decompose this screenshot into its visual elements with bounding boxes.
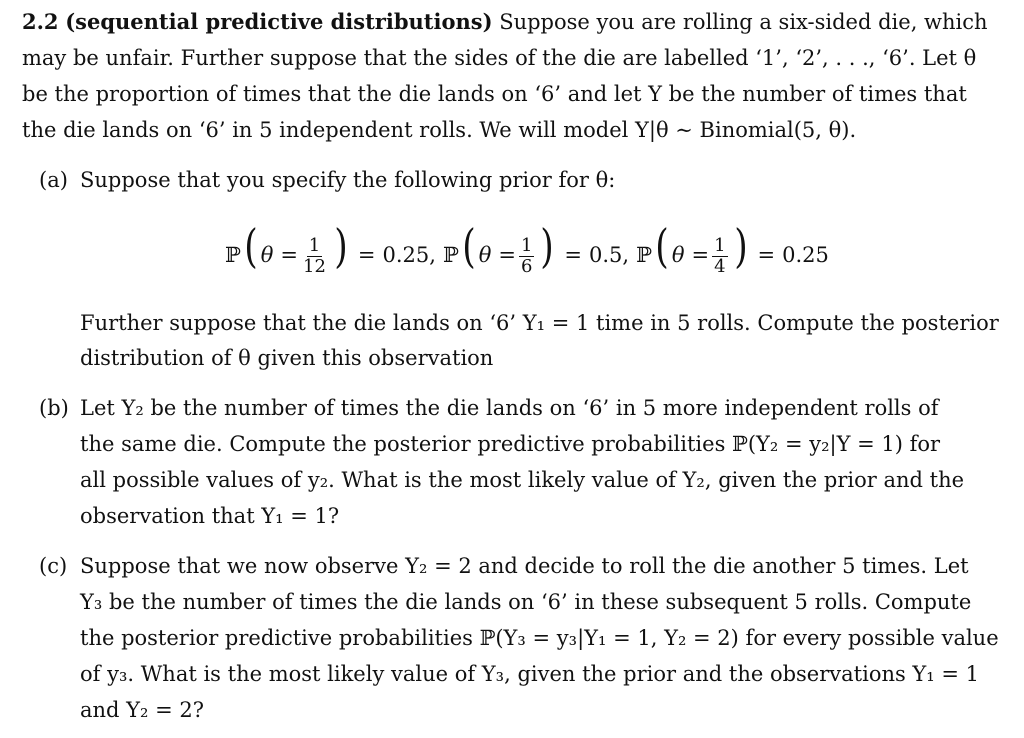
prior-prob-1: 0.25 <box>382 243 430 267</box>
prior-fraction-2: $\frac{1}{6}$ <box>520 235 533 277</box>
problem-intro-line-4: the die lands on ‘6’ in 5 independent rolls. We will model Y|θ ∼ Binomial(5, θ). <box>22 118 857 142</box>
part-a-line-1: Suppose that you specify the following prior for θ: <box>80 168 616 192</box>
part-b-line-3: all possible values of y₂. What is the most likely value of Y₂, given the prior and the <box>80 468 965 492</box>
part-b-marker: (b) <box>39 396 69 420</box>
problem-intro-line-3: be the proportion of times that the die lands on ‘6’ and let Y be the number of times that <box>22 82 967 106</box>
part-a-marker: (a) <box>39 168 68 192</box>
prior-term-2: ℙ( θ = $\frac{1}{6}$ ) = 0.5, <box>442 219 630 277</box>
problem-number: 2.2 <box>22 9 59 34</box>
part-c-line-3: the posterior predictive probabilities ℙ(Y₃ = y₃|Y₁ = 1, Y₂ = 2) for every possible value <box>80 626 999 650</box>
prior-fraction-1: $\frac{1}{12}$ <box>303 235 326 277</box>
prior-term-3: ℙ( θ = $\frac{1}{4}$ ) = 0.25 <box>636 219 829 277</box>
intro-text-1: Suppose you are rolling a six-sided die, which <box>499 10 988 34</box>
problem-intro-line-1 <box>22 4 988 40</box>
part-c-marker: (c) <box>39 554 68 578</box>
prior-prob-3: 0.25 <box>782 243 829 267</box>
prior-term-1: ℙ( θ = $\frac{1}{12}$ ) = 0.25, <box>225 219 436 277</box>
part-a-line-2: Further suppose that the die lands on ‘6’ Y₁ = 1 time in 5 rolls. Compute the posterior <box>80 311 999 335</box>
part-c-line-5: and Y₂ = 2? <box>80 698 205 722</box>
problem-title: (sequential predictive distributions) <box>65 9 493 34</box>
problem-intro-line-2: may be unfair. Further suppose that the sides of the die are labelled ‘1’, ‘2’, . . ., ‘6’. Let θ <box>22 46 977 70</box>
prior-fraction-3: $\frac{1}{4}$ <box>714 235 726 277</box>
part-b-line-4: observation that Y₁ = 1? <box>80 504 340 528</box>
prior-prob-2: 0.5 <box>588 243 623 267</box>
part-a-line-3: distribution of θ given this observation <box>80 346 494 370</box>
part-c-line-1: Suppose that we now observe Y₂ = 2 and decide to roll the die another 5 times. Let <box>80 554 969 578</box>
part-c-line-4: of y₃. What is the most likely value of Y₃, given the prior and the observations Y₁ = 1 <box>80 662 980 686</box>
prior-equation <box>225 220 829 280</box>
part-c-line-2: Y₃ be the number of times the die lands on ‘6’ in these subsequent 5 rolls. Compute <box>80 590 972 614</box>
part-b-line-2: the same die. Compute the posterior predictive probabilities ℙ(Y₂ = y₂|Y = 1) for <box>80 432 941 456</box>
part-b-line-1: Let Y₂ be the number of times the die lands on ‘6’ in 5 more independent rolls of <box>80 396 939 420</box>
